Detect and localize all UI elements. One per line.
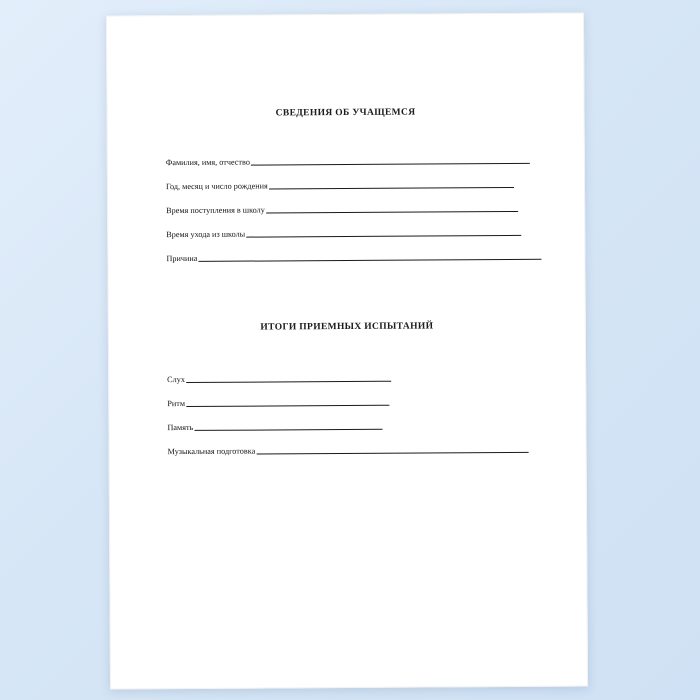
field-write-line[interactable] [186,381,391,383]
field-group-entrance-results [109,359,586,458]
field-write-line[interactable] [269,187,514,189]
field-label: Год, месяц и число рождения [165,181,268,192]
field-label: Время ухода из школы [166,229,246,240]
field-label: Время поступления в школу [166,205,265,216]
field-label: Память [167,422,194,433]
field-group-student-info [108,142,585,265]
field-write-line[interactable] [186,405,389,407]
field-row [108,214,584,241]
field-write-line[interactable] [266,211,518,214]
field-label: Слух [167,374,185,385]
field-write-line[interactable] [198,259,541,262]
document-page [106,13,588,690]
field-label: Ритм [167,398,186,409]
field-write-line[interactable] [256,452,528,455]
field-row [109,359,585,386]
field-write-line[interactable] [194,429,382,431]
field-label: Причина [166,253,198,264]
field-row [109,431,585,458]
field-row [108,166,584,193]
section-title-entrance-results: ИТОГИ ПРИЕМНЫХ ИСПЫТАНИЙ [260,321,434,333]
field-label: Музыкальная подготовка [167,446,256,457]
field-row [109,407,585,434]
field-row [109,383,585,410]
field-row [108,238,584,265]
field-label: Фамилия, имя, отчество [165,157,250,168]
section-title-student-info: СВЕДЕНИЯ ОБ УЧАЩЕМСЯ [275,107,416,119]
field-row [108,190,584,217]
field-row [108,142,584,169]
page-content [107,14,587,689]
